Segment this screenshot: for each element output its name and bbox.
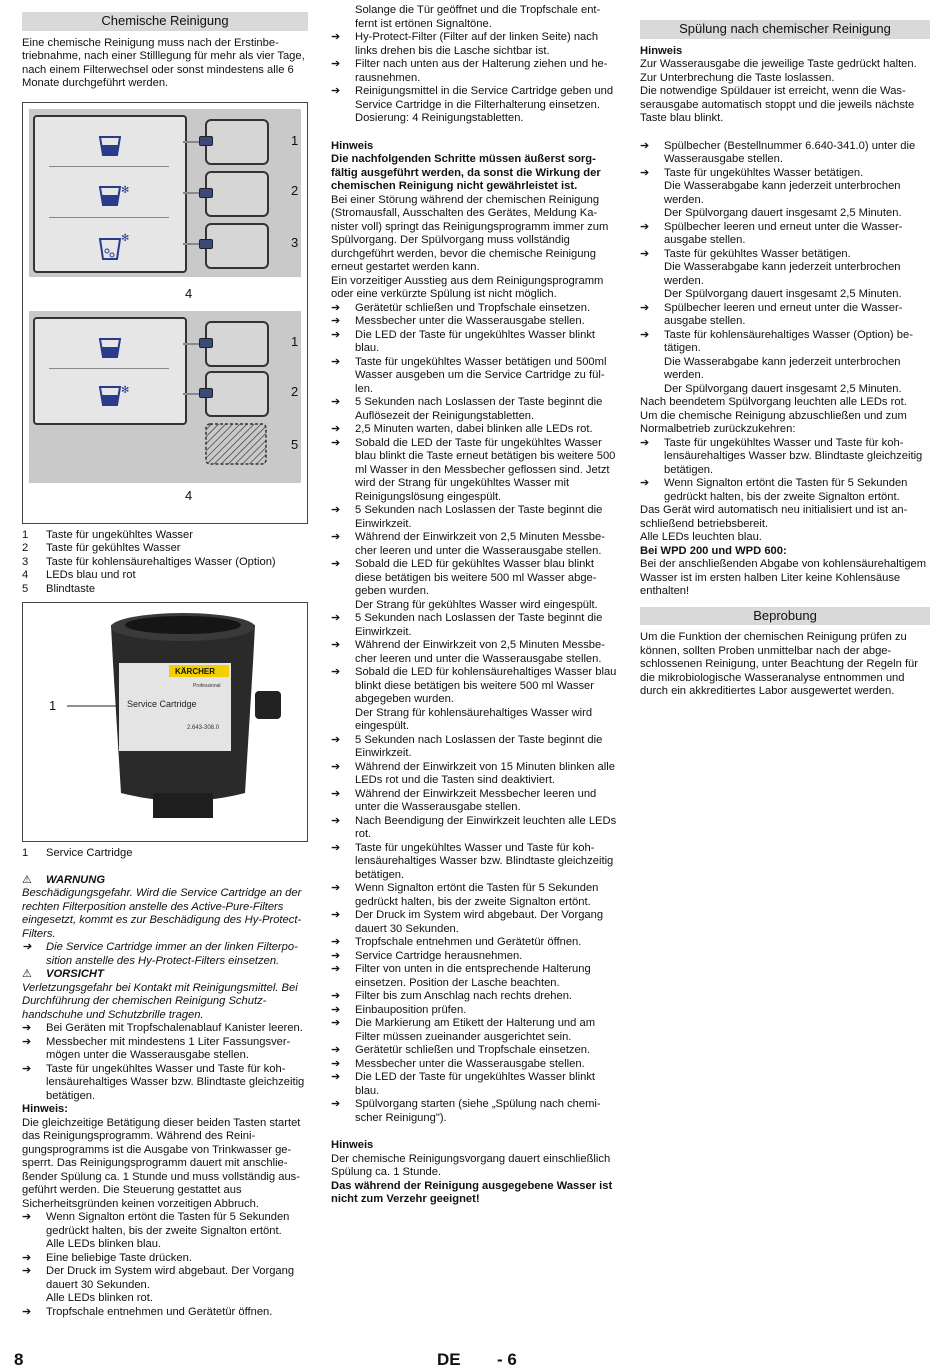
section-header-chemische-reinigung: Chemische Reinigung <box>22 12 308 31</box>
arrow-icon: ➔ <box>331 1017 341 1029</box>
button-cooled <box>205 371 269 417</box>
brand-text: KÄRCHER <box>175 667 215 676</box>
hint-title: Hinweis <box>331 139 374 152</box>
button-uncooled <box>205 321 269 367</box>
step-text: Taste für ungekühltes Wasser und Taste für kohlensäurehaltiges Wasser bzw. Blindtaste gleichzeitig betätigen. <box>355 841 614 881</box>
arrow-icon: ➔ <box>640 166 650 179</box>
step <box>640 437 930 478</box>
step-list <box>331 302 617 1126</box>
led <box>199 388 213 398</box>
arrow-icon: ➔ <box>331 423 341 435</box>
step <box>331 815 617 842</box>
arrow-icon: ➔ <box>331 531 341 543</box>
step-list <box>640 437 930 505</box>
arrow-icon: ➔ <box>331 355 341 368</box>
hint-title: Hinweis <box>640 44 683 57</box>
arrow-icon: ➔ <box>331 814 341 827</box>
step: ➔ Reinigungsmittel in die Service Cartridge geben und Service Cartridge in die Filterhalterung einsetzen. Dosierung: 4 Reinigungstabletten. <box>331 85 614 124</box>
arrow-icon: ➔ <box>640 436 650 449</box>
column-right <box>640 20 930 699</box>
cup-cold-icon <box>97 383 131 407</box>
step <box>331 936 617 950</box>
step-text: Taste für kohlensäurehaltiges Wasser (Option) betätigen. Die Wasserabgabe kann jederzeit unterbrochen werden. Der Spülvorgang dauert insgesamt 2,5 Minuten. <box>664 328 913 395</box>
step-text: Sobald die LED der Taste für ungekühltes Wasser blau blinkt die Taste erneut betätigen bis weitere 500 ml Wasser in den Messbecher geflossen sind. Jetzt wird der Strang für ungekühltes Wasser mit Reinigungslösung eingespült. <box>355 436 616 503</box>
step: ➔ Wenn Signalton ertönt die Tasten für 5 Sekunden gedrückt halten, bis der zweite Signalton ertönt. Alle LEDs blinken blau. <box>22 1211 290 1250</box>
step <box>331 1071 617 1098</box>
step-text: Filter bis zum Anschlag nach rechts drehen. <box>355 990 573 1002</box>
figure-label: 1 <box>49 698 57 713</box>
arrow-icon: ➔ <box>331 639 341 651</box>
button-uncooled <box>205 119 269 165</box>
cup-sparkling-icon <box>97 231 131 261</box>
arrow-icon: ➔ <box>331 612 341 624</box>
step-text: Taste für ungekühltes Wasser und Taste für kohlensäurehaltiges Wasser bzw. Blindtaste gleichzeitig betätigen. <box>664 436 923 476</box>
figure-label: 4 <box>185 487 193 503</box>
step-list <box>640 140 930 397</box>
step: ➔ Eine beliebige Taste drücken. <box>22 1251 192 1264</box>
figure-label: 5 <box>291 436 299 452</box>
step <box>331 990 617 1004</box>
arrow-icon: ➔ <box>331 990 341 1002</box>
step <box>331 1058 617 1072</box>
step <box>331 612 617 639</box>
control-panel-figure <box>22 102 308 524</box>
step-text: Service Cartridge herausnehmen. <box>355 949 523 962</box>
step <box>331 302 617 316</box>
legend-list <box>22 529 308 597</box>
hint-text: Zur Wasserausgabe die jeweilige Taste gedrückt halten. Zur Unterbrechung die Taste loslassen. Die notwendige Spüldauer ist erreicht, wenn die Wasserausgabe automatisch stoppt und die jeweils nächste Taste blau blinkt. <box>640 58 917 124</box>
step-text: Wenn Signalton ertönt die Tasten für 5 Sekunden gedrückt halten, bis der zweite Signalton ertönt. <box>355 882 599 908</box>
step <box>331 882 617 909</box>
step-continued: Solange die Tür geöffnet und die Tropfschale entfernt ist ertönen Signaltöne. <box>355 4 601 30</box>
arrow-icon: ➔ <box>331 301 341 314</box>
step <box>640 329 930 397</box>
arrow-icon: ➔ <box>331 963 341 975</box>
step-text: Während der Einwirkzeit von 2,5 Minuten Messbecher leeren und unter die Wasserausgabe stellen. <box>355 639 605 665</box>
display-box <box>33 317 187 425</box>
section-header-spuelung: Spülung nach chemischer Reinigung <box>640 20 930 39</box>
step <box>640 140 930 167</box>
step-text: 5 Sekunden nach Loslassen der Taste beginnt die Einwirkzeit. <box>355 733 603 759</box>
arrow-icon: ➔ <box>640 220 650 233</box>
column-left <box>22 12 308 1319</box>
step-text: Taste für ungekühltes Wasser betätigen. Die Wasserabgabe kann jederzeit unterbrochen werden. Der Spülvorgang dauert insgesamt 2,5 Minuten. <box>664 166 902 219</box>
figure-label: 4 <box>185 285 193 301</box>
figure-label: 2 <box>291 383 299 399</box>
wpd-title: Bei WPD 200 und WPD 600: <box>640 544 787 557</box>
step-text: Spülbecher leeren und erneut unter die Wasserausgabe stellen. <box>664 301 903 327</box>
step <box>331 423 617 437</box>
step <box>640 477 930 504</box>
hint-text: Ein vorzeitiger Ausstieg aus dem Reinigungsprogramm oder eine verkürzte Spülung ist nicht möglich. <box>331 274 604 300</box>
svg-text:Professional: Professional <box>193 683 221 689</box>
arrow-icon: ➔ <box>331 882 341 894</box>
step-text: 2,5 Minuten warten, dabei blinken alle LEDs rot. <box>355 423 593 435</box>
arrow-icon: ➔ <box>331 1044 341 1056</box>
led <box>199 338 213 348</box>
step-text: Spülbecher (Bestellnummer 6.640-341.0) unter die Wasserausgabe stellen. <box>664 139 916 165</box>
arrow-icon: ➔ <box>331 1057 341 1070</box>
step <box>640 167 930 221</box>
step-text: 5 Sekunden nach Loslassen der Taste beginnt die Einwirkzeit. <box>355 504 603 530</box>
column-middle <box>331 4 617 1207</box>
step-text: Spülvorgang starten (siehe „Spülung nach chemischer Reinigung"). <box>355 1098 601 1124</box>
arrow-icon: ➔ <box>22 941 32 953</box>
hint-text: Der chemische Reinigungsvorgang dauert einschließlich Spülung ca. 1 Stunde. <box>331 1152 611 1178</box>
figure-label: 3 <box>291 234 299 250</box>
page-number: 8 <box>14 1350 24 1369</box>
warning-icon: ⚠ <box>22 873 33 886</box>
step-text: Während der Einwirkzeit Messbecher leeren und unter die Wasserausgabe stellen. <box>355 787 597 813</box>
step <box>331 788 617 815</box>
step-text: Einbauposition prüfen. <box>355 1003 467 1016</box>
led <box>199 239 213 249</box>
hint-text: Bei einer Störung während der chemischen Reinigung (Stromausfall, Ausschalten des Gerätes, Meldung Kanister voll) springt das Reinigungsprogramm immer zum Spülvorgang. Der Spülvorgang muss vollständig durchgeführt werden, bevor die chemische Reinigung erneut gestartet werden kann. <box>331 193 609 273</box>
cartridge-illustration <box>23 603 307 839</box>
button-sparkling <box>205 223 269 269</box>
step: ➔ Filter nach unten aus der Halterung ziehen und herausnehmen. <box>331 58 608 84</box>
sub-page-number: - 6 <box>497 1350 517 1369</box>
hint-text: Die gleichzeitige Betätigung dieser beiden Tasten startet das Reinigungsprogramm. Während des Reinigungsprogramms ist die Ausgabe von Trinkwasser gesperrt. Das Reinigungsprogramm dauert mit anschließender Spülung ca. 1 Stunde und muss vollständig ausgeführt werden. Die Steuerung gestattet aus Sicherheitsgründen keinen vorzeitigen Abbruch. <box>22 1116 301 1210</box>
arrow-icon: ➔ <box>331 1003 341 1016</box>
arrow-icon: ➔ <box>331 328 341 341</box>
beprobung-text: Um die Funktion der chemischen Reinigung prüfen zu können, sollten Proben unmittelbar nach der abgeschlossenen Reinigung, unter Beachtung der Regeln für die mikrobiologische Wasseranalyse entnommen und durch ein akkreditiertes Labor ausgewertet werden. <box>640 631 919 697</box>
arrow-icon: ➔ <box>331 666 341 678</box>
arrow-icon: ➔ <box>331 949 341 962</box>
step: ➔ Der Druck im System wird abgebaut. Der Vorgang dauert 30 Sekunden. Alle LEDs blinken rot. <box>22 1265 295 1304</box>
arrow-icon: ➔ <box>331 909 341 921</box>
step-text: Wenn Signalton ertönt die Tasten für 5 Sekunden gedrückt halten, bis der zweite Signalton ertönt. <box>664 477 908 503</box>
cartridge-name: Service Cartridge <box>127 699 197 709</box>
step <box>331 1017 617 1044</box>
arrow-icon: ➔ <box>331 936 341 948</box>
cup-icon <box>97 335 123 359</box>
step <box>331 531 617 558</box>
arrow-icon: ➔ <box>331 787 341 800</box>
hint-title: Hinweis: <box>22 1103 69 1115</box>
step <box>331 504 617 531</box>
svg-text:✻: ✻ <box>121 384 130 396</box>
step-text: Die LED der Taste für ungekühltes Wasser blinkt blau. <box>355 1071 596 1097</box>
step-text: Nach Beendigung der Einwirkzeit leuchten alle LEDs rot. <box>355 814 617 840</box>
step-text: Taste für gekühltes Wasser betätigen. Die Wasserabgabe kann jederzeit unterbrochen werden. Der Spülvorgang dauert insgesamt 2,5 Minuten. <box>664 247 902 300</box>
step <box>331 1044 617 1058</box>
arrow-icon: ➔ <box>331 1098 341 1110</box>
after-text: Das Gerät wird automatisch neu initialisiert und ist anschließend betriebsbereit. Alle LEDs leuchten blau. <box>640 504 908 543</box>
step <box>331 734 617 761</box>
cup-icon <box>97 133 123 157</box>
step <box>640 221 930 248</box>
step <box>331 437 617 505</box>
legend-item: 3 Taste für kohlensäurehaltiges Wasser (Option) <box>22 555 276 568</box>
arrow-icon: ➔ <box>640 247 650 260</box>
arrow-icon: ➔ <box>331 733 341 746</box>
step-text: Gerätetür schließen und Tropfschale einsetzen. <box>355 1044 591 1056</box>
step <box>331 356 617 397</box>
cup-cold-icon <box>97 183 131 207</box>
step: ➔ Tropfschale entnehmen und Gerätetür öffnen. <box>22 1305 273 1318</box>
caution-block: ⚠ VORSICHT <box>22 968 104 980</box>
svg-text:✻: ✻ <box>121 232 130 244</box>
step-text: Gerätetür schließen und Tropfschale einsetzen. <box>355 301 591 314</box>
step-text: 5 Sekunden nach Loslassen der Taste beginnt die Auflösezeit der Reinigungstabletten. <box>355 396 603 422</box>
step-text: Während der Einwirkzeit von 15 Minuten blinken alle LEDs rot und die Tasten sind deaktiviert. <box>355 760 615 786</box>
arrow-icon: ➔ <box>331 315 341 327</box>
step-text: Sobald die LED für kohlensäurehaltiges Wasser blau blinkt diese betätigen bis weitere 500 ml Wasser abgegeben wurden. Der Strang für kohlensäurehaltiges Wasser wird eingespült. <box>355 666 617 732</box>
button-cooled <box>205 171 269 217</box>
step-text: Taste für ungekühltes Wasser betätigen und 500ml Wasser ausgeben um die Service Cartridge zu füllen. <box>355 355 607 395</box>
arrow-icon: ➔ <box>640 477 650 489</box>
led <box>199 136 213 146</box>
blind-button-hatched <box>205 423 269 467</box>
arrow-icon: ➔ <box>640 328 650 341</box>
led <box>199 188 213 198</box>
intro-text: Eine chemische Reinigung muss nach der Erstinbetriebnahme, nach einer Stilllegung für mehr als vier Tage, nach einem Filterwechsel oder sonst mindestens alle 6 Monate durchgeführt werden. <box>22 36 305 89</box>
step-text: Der Druck im System wird abgebaut. Der Vorgang dauert 30 Sekunden. <box>355 909 604 935</box>
step <box>331 909 617 936</box>
svg-text:2.643-308.0: 2.643-308.0 <box>187 725 220 731</box>
figure-label: 1 <box>291 333 299 349</box>
step-text: Spülbecher leeren und erneut unter die Wasserausgabe stellen. <box>664 220 903 246</box>
caution-text: Verletzungsgefahr bei Kontakt mit Reinigungsmittel. Bei Durchführung der chemischen Reinigung Schutzhandschuhe und Schutzbrille tragen. <box>22 981 298 1021</box>
step-text: Messbecher unter die Wasserausgabe stellen. <box>355 1057 585 1070</box>
step <box>331 842 617 883</box>
warning-text: Beschädigungsgefahr. Wird die Service Cartridge an der rechten Filterposition anstelle des Active-Pure-Filters eingesetzt, kommt es zur Beschädigung des Hy-Protect-Filters. <box>22 887 302 940</box>
step <box>640 302 930 329</box>
step-text: Die LED der Taste für ungekühltes Wasser blinkt blau. <box>355 328 596 354</box>
legend-item: 4 LEDs blau und rot <box>22 569 136 581</box>
step <box>331 315 617 329</box>
step <box>331 950 617 964</box>
arrow-icon: ➔ <box>331 436 341 449</box>
legend-item: 5 Blindtaste <box>22 582 96 595</box>
step <box>331 666 617 734</box>
after-text: Nach beendetem Spülvorgang leuchten alle LEDs rot. Um die chemische Reinigung abzuschließen und zum Normalbetrieb zurückzukehren: <box>640 396 907 435</box>
warning-block: ⚠ WARNUNG <box>22 873 106 886</box>
arrow-icon: ➔ <box>640 139 650 152</box>
step: ➔ Taste für ungekühltes Wasser und Taste für kohlensäurehaltiges Wasser bzw. Blindtaste gleichzeitig betätigen. <box>22 1062 305 1102</box>
step <box>331 558 617 612</box>
figure-label: 2 <box>291 182 299 198</box>
wpd-text: Bei der anschließenden Abgabe von kohlensäurehaltigem Wasser ist im ersten halben Liter keine Kohlensäuse enthalten! <box>640 558 927 597</box>
warning-step: ➔ Die Service Cartridge immer an der linken Filterposition anstelle des Hy-Protect-Filters einsetzen. <box>22 941 298 967</box>
step <box>331 1098 617 1125</box>
step <box>331 1004 617 1018</box>
step: ➔ Messbecher mit mindestens 1 Liter Fassungsvermögen unter die Wasserausgabe stellen. <box>22 1035 291 1061</box>
arrow-icon: ➔ <box>331 504 341 516</box>
step-text: Die Markierung am Etikett der Halterung und am Filter müssen zueinander ausgerichtet sein. <box>355 1017 596 1043</box>
hint-title: Hinweis <box>331 1139 374 1151</box>
step-text: Tropfschale entnehmen und Gerätetür öffnen. <box>355 936 582 948</box>
legend-item: 1 Taste für ungekühltes Wasser <box>22 528 193 541</box>
language-code: DE <box>437 1350 461 1369</box>
step: ➔ Bei Geräten mit Tropfschalenablauf Kanister leeren. <box>22 1022 303 1034</box>
step-text: Messbecher unter die Wasserausgabe stellen. <box>355 315 585 327</box>
hint-bold: Das während der Reinigung ausgegebene Wasser ist nicht zum Verzehr geeignet! <box>331 1179 613 1205</box>
legend-item: 1 Service Cartridge <box>22 847 133 859</box>
step <box>331 639 617 666</box>
step <box>640 248 930 302</box>
section-header-beprobung: Beprobung <box>640 607 930 626</box>
figure-label: 1 <box>291 132 299 148</box>
arrow-icon: ➔ <box>331 396 341 408</box>
legend-item: 2 Taste für gekühltes Wasser <box>22 542 181 554</box>
service-cartridge-photo <box>22 602 308 842</box>
step-text: Filter von unten in die entsprechende Halterung einsetzen. Position der Lasche beachten. <box>355 963 591 989</box>
arrow-icon: ➔ <box>331 558 341 570</box>
step <box>331 396 617 423</box>
step <box>331 329 617 356</box>
step <box>331 963 617 990</box>
arrow-icon: ➔ <box>331 841 341 854</box>
svg-text:✻: ✻ <box>121 184 130 196</box>
hint-bold: Die nachfolgenden Schritte müssen äußerst sorgfältig ausgeführt werden, da sonst die Wirkung der chemischen Reinigung nicht gewährleistet ist. <box>331 153 601 192</box>
step: ➔ Hy-Protect-Filter (Filter auf der linken Seite) nach links drehen bis die Lasche sichtbar ist. <box>331 31 599 57</box>
step-text: 5 Sekunden nach Loslassen der Taste beginnt die Einwirkzeit. <box>355 612 603 638</box>
step-text: Während der Einwirkzeit von 2,5 Minuten Messbecher leeren und unter die Wasserausgabe stellen. <box>355 531 605 557</box>
caution-icon: ⚠ <box>22 968 33 980</box>
arrow-icon: ➔ <box>331 760 341 773</box>
arrow-icon: ➔ <box>640 301 650 314</box>
step-text: Sobald die LED für gekühltes Wasser blau blinkt diese betätigen bis weitere 500 ml Wasser abgegeben wurden. Der Strang für gekühltes Wasser wird eingespült. <box>355 558 598 611</box>
arrow-icon: ➔ <box>331 1071 341 1083</box>
step <box>331 761 617 788</box>
